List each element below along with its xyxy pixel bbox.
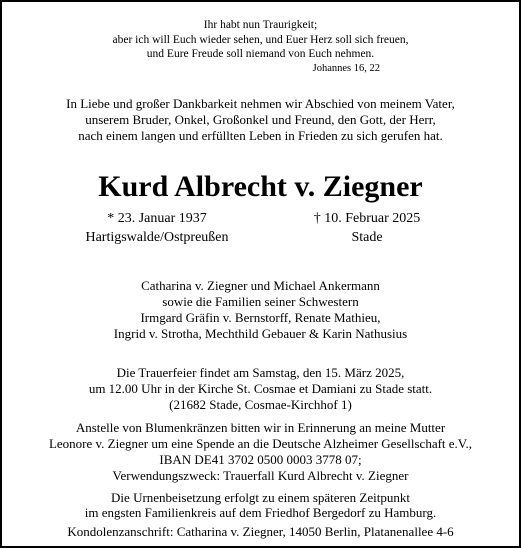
- mourners-line-4: Ingrid v. Strotha, Mechthild Gebauer & Karin Nathusius: [113, 326, 408, 341]
- donation-iban: IBAN DE41 3702 0500 0003 3778 07;: [159, 452, 362, 467]
- condolence-address: Kondolenzanschrift: Catharina v. Ziegner, 14050 Berlin, Platanenallee 4-6: [67, 524, 454, 539]
- mourners-line-3: Irmgard Gräfin v. Bernstorff, Renate Mathieu,: [140, 310, 381, 325]
- urn-line-2: im engsten Familienkreis auf dem Friedhof Bergedorf zu Hamburg.: [84, 505, 437, 520]
- donation-line-1: Anstelle von Blumenkränzen bitten wir in Erinnerung an meine Mutter: [75, 420, 446, 435]
- funeral-line-1: Die Trauerfeier findet am Samstag, den 15. März 2025,: [116, 365, 405, 380]
- donation-reference: Verwendungszweck: Trauerfall Kurd Albrecht v. Ziegner: [112, 468, 409, 483]
- urn-line-1: Die Urnenbeisetzung erfolgt zu einem späteren Zeitpunkt: [111, 490, 410, 505]
- mourners-line-1: Catharina v. Ziegner und Michael Ankermann: [141, 278, 380, 293]
- intro-line-2: unserem Bruder, Onkel, Großonkel und Freund, den Gott, der Herr,: [85, 112, 436, 127]
- birth-date: * 23. Januar 1937: [107, 211, 207, 226]
- mourners-line-2: sowie die Familien seiner Schwestern: [162, 294, 359, 309]
- deceased-name: Kurd Albrecht v. Ziegner: [98, 170, 423, 203]
- death-date: † 10. Februar 2025: [313, 211, 421, 226]
- funeral-line-2: um 12.00 Uhr in der Kirche St. Cosmae et Damiani zu Stade statt.: [88, 381, 433, 396]
- donation-line-2: Leonore v. Ziegner um eine Spende an die Deutsche Alzheimer Gesellschaft e.V.,: [48, 436, 473, 451]
- intro-line-3: nach einem langen und erfüllten Leben in Frieden zu sich gerufen hat.: [78, 128, 443, 143]
- death-place: Stade: [351, 230, 383, 245]
- intro-line-1: In Liebe und großer Dankbarkeit nehmen wir Abschied von meinem Vater,: [66, 96, 455, 111]
- quote-line-2: aber ich will Euch wieder sehen, und Euer Herz soll sich freuen,: [112, 34, 409, 46]
- quote-line-1: Ihr habt nun Traurigkeit;: [203, 19, 318, 31]
- quote-line-3: und Eure Freude soll niemand von Euch nehmen.: [146, 48, 375, 60]
- quote-reference: Johannes 16, 22: [312, 63, 380, 74]
- funeral-line-3: (21682 Stade, Cosmae-Kirchhof 1): [169, 397, 352, 412]
- birth-place: Hartigswalde/Ostpreußen: [85, 230, 229, 245]
